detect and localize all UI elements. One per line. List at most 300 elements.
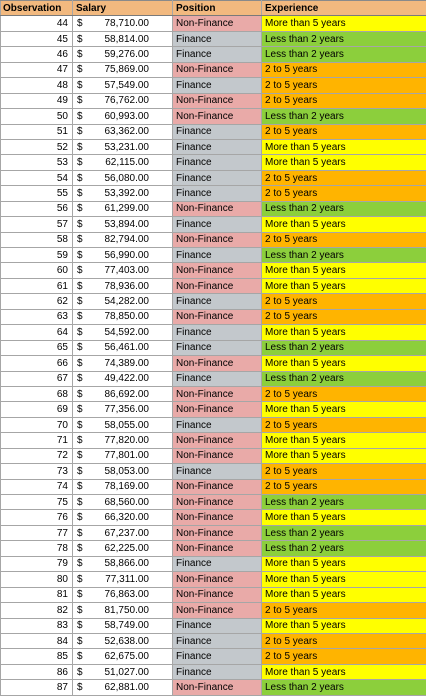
- experience-cell[interactable]: Less than 2 years: [262, 495, 426, 510]
- salary-amount: 77,820.00: [87, 434, 149, 447]
- observation-cell[interactable]: 76: [1, 510, 73, 525]
- salary-cell[interactable]: [73, 572, 173, 587]
- observation-cell[interactable]: 66: [1, 356, 73, 371]
- position-cell[interactable]: Non-Finance: [173, 587, 262, 602]
- position-cell[interactable]: Finance: [173, 217, 262, 232]
- observation-cell[interactable]: 65: [1, 340, 73, 355]
- experience-cell[interactable]: More than 5 years: [262, 155, 426, 170]
- salary-amount: 58,053.00: [87, 465, 149, 478]
- table-row: [1, 16, 426, 31]
- header-observation[interactable]: Observation: [1, 1, 73, 16]
- currency-symbol: $: [77, 403, 87, 416]
- observation-cell[interactable]: 77: [1, 525, 73, 540]
- position-cell[interactable]: Non-Finance: [173, 232, 262, 247]
- currency-symbol: $: [77, 110, 87, 123]
- observation-cell[interactable]: 60: [1, 263, 73, 278]
- salary-cell[interactable]: [73, 294, 173, 309]
- salary-cell[interactable]: [73, 417, 173, 432]
- table-row: [1, 541, 426, 556]
- observation-cell[interactable]: 79: [1, 556, 73, 571]
- currency-symbol: $: [77, 681, 87, 694]
- currency-symbol: $: [77, 449, 87, 462]
- salary-amount: 58,814.00: [87, 33, 149, 46]
- observation-cell[interactable]: 67: [1, 371, 73, 386]
- salary-cell[interactable]: [73, 386, 173, 401]
- observation-cell[interactable]: 75: [1, 495, 73, 510]
- experience-cell[interactable]: 2 to 5 years: [262, 417, 426, 432]
- experience-cell[interactable]: More than 5 years: [262, 572, 426, 587]
- observation-cell[interactable]: 64: [1, 325, 73, 340]
- salary-cell[interactable]: [73, 47, 173, 62]
- table-body: [1, 16, 426, 695]
- salary-amount: 77,403.00: [87, 264, 149, 277]
- currency-symbol: $: [77, 604, 87, 617]
- experience-cell[interactable]: 2 to 5 years: [262, 93, 426, 108]
- position-cell[interactable]: Finance: [173, 556, 262, 571]
- currency-symbol: $: [77, 264, 87, 277]
- experience-cell[interactable]: 2 to 5 years: [262, 649, 426, 664]
- salary-cell[interactable]: [73, 248, 173, 263]
- observation-cell[interactable]: 59: [1, 248, 73, 263]
- position-cell[interactable]: Finance: [173, 170, 262, 185]
- salary-amount: 76,863.00: [87, 588, 149, 601]
- table-row: [1, 556, 426, 571]
- experience-cell[interactable]: More than 5 years: [262, 325, 426, 340]
- experience-cell[interactable]: More than 5 years: [262, 402, 426, 417]
- salary-cell[interactable]: [73, 170, 173, 185]
- currency-symbol: $: [77, 33, 87, 46]
- experience-cell[interactable]: 2 to 5 years: [262, 633, 426, 648]
- experience-cell[interactable]: 2 to 5 years: [262, 124, 426, 139]
- experience-cell[interactable]: More than 5 years: [262, 16, 426, 31]
- table-row: [1, 479, 426, 494]
- table-row: [1, 139, 426, 154]
- salary-amount: 66,320.00: [87, 511, 149, 524]
- observation-cell[interactable]: 86: [1, 664, 73, 679]
- position-cell[interactable]: Non-Finance: [173, 16, 262, 31]
- currency-symbol: $: [77, 635, 87, 648]
- position-cell[interactable]: Non-Finance: [173, 495, 262, 510]
- experience-cell[interactable]: More than 5 years: [262, 139, 426, 154]
- salary-amount: 54,592.00: [87, 326, 149, 339]
- currency-symbol: $: [77, 156, 87, 169]
- position-cell[interactable]: Non-Finance: [173, 402, 262, 417]
- salary-amount: 56,461.00: [87, 341, 149, 354]
- salary-amount: 62,675.00: [87, 650, 149, 663]
- observation-cell[interactable]: 70: [1, 417, 73, 432]
- experience-cell[interactable]: Less than 2 years: [262, 201, 426, 216]
- position-cell[interactable]: Finance: [173, 47, 262, 62]
- table-row: [1, 170, 426, 185]
- position-cell[interactable]: Non-Finance: [173, 93, 262, 108]
- salary-cell[interactable]: [73, 633, 173, 648]
- table-row: [1, 402, 426, 417]
- salary-cell[interactable]: [73, 371, 173, 386]
- currency-symbol: $: [77, 557, 87, 570]
- observation-cell[interactable]: 74: [1, 479, 73, 494]
- observation-cell[interactable]: 61: [1, 278, 73, 293]
- observation-cell[interactable]: 71: [1, 433, 73, 448]
- currency-symbol: $: [77, 280, 87, 293]
- experience-cell[interactable]: More than 5 years: [262, 448, 426, 463]
- salary-amount: 78,710.00: [87, 17, 149, 30]
- header-position[interactable]: Position: [173, 1, 262, 16]
- experience-cell[interactable]: More than 5 years: [262, 356, 426, 371]
- table-row: [1, 603, 426, 618]
- position-cell[interactable]: Non-Finance: [173, 572, 262, 587]
- salary-cell[interactable]: [73, 16, 173, 31]
- observation-cell[interactable]: 87: [1, 680, 73, 695]
- salary-amount: 82,794.00: [87, 233, 149, 246]
- observation-cell[interactable]: 80: [1, 572, 73, 587]
- position-cell[interactable]: Finance: [173, 78, 262, 93]
- currency-symbol: $: [77, 372, 87, 385]
- currency-symbol: $: [77, 17, 87, 30]
- salary-amount: 74,389.00: [87, 357, 149, 370]
- table-row: [1, 649, 426, 664]
- currency-symbol: $: [77, 419, 87, 432]
- salary-amount: 58,749.00: [87, 619, 149, 632]
- position-cell[interactable]: Non-Finance: [173, 278, 262, 293]
- currency-symbol: $: [77, 588, 87, 601]
- table-row: [1, 47, 426, 62]
- table-row: [1, 356, 426, 371]
- position-cell[interactable]: Non-Finance: [173, 603, 262, 618]
- position-cell[interactable]: Finance: [173, 139, 262, 154]
- observation-cell[interactable]: 50: [1, 109, 73, 124]
- salary-amount: 76,762.00: [87, 94, 149, 107]
- experience-cell[interactable]: 2 to 5 years: [262, 232, 426, 247]
- observation-cell[interactable]: 51: [1, 124, 73, 139]
- table-row: [1, 124, 426, 139]
- table-row: [1, 309, 426, 324]
- currency-symbol: $: [77, 295, 87, 308]
- experience-cell[interactable]: Less than 2 years: [262, 109, 426, 124]
- observation-cell[interactable]: 85: [1, 649, 73, 664]
- header-row: [1, 1, 426, 16]
- observation-cell[interactable]: 46: [1, 47, 73, 62]
- position-cell[interactable]: Finance: [173, 633, 262, 648]
- position-cell[interactable]: Non-Finance: [173, 386, 262, 401]
- salary-cell[interactable]: [73, 139, 173, 154]
- table-row: [1, 201, 426, 216]
- observation-cell[interactable]: 49: [1, 93, 73, 108]
- salary-amount: 53,894.00: [87, 218, 149, 231]
- salary-amount: 58,866.00: [87, 557, 149, 570]
- salary-amount: 75,869.00: [87, 63, 149, 76]
- position-cell[interactable]: Finance: [173, 325, 262, 340]
- table-row: [1, 587, 426, 602]
- experience-cell[interactable]: 2 to 5 years: [262, 309, 426, 324]
- position-cell[interactable]: Non-Finance: [173, 448, 262, 463]
- position-cell[interactable]: Finance: [173, 31, 262, 46]
- salary-amount: 68,560.00: [87, 496, 149, 509]
- table-row: [1, 510, 426, 525]
- experience-cell[interactable]: Less than 2 years: [262, 47, 426, 62]
- currency-symbol: $: [77, 511, 87, 524]
- currency-symbol: $: [77, 619, 87, 632]
- salary-cell[interactable]: [73, 309, 173, 324]
- experience-cell[interactable]: More than 5 years: [262, 217, 426, 232]
- currency-symbol: $: [77, 388, 87, 401]
- salary-cell[interactable]: [73, 155, 173, 170]
- currency-symbol: $: [77, 48, 87, 61]
- salary-cell[interactable]: [73, 93, 173, 108]
- currency-symbol: $: [77, 233, 87, 246]
- salary-cell[interactable]: [73, 124, 173, 139]
- position-cell[interactable]: Non-Finance: [173, 309, 262, 324]
- salary-cell[interactable]: [73, 62, 173, 77]
- table-row: [1, 371, 426, 386]
- salary-amount: 60,993.00: [87, 110, 149, 123]
- experience-cell[interactable]: More than 5 years: [262, 278, 426, 293]
- observation-cell[interactable]: 57: [1, 217, 73, 232]
- salary-cell[interactable]: [73, 618, 173, 633]
- table-row: [1, 109, 426, 124]
- salary-amount: 58,055.00: [87, 419, 149, 432]
- salary-cell[interactable]: [73, 649, 173, 664]
- position-cell[interactable]: Finance: [173, 618, 262, 633]
- salary-cell[interactable]: [73, 263, 173, 278]
- header-salary[interactable]: Salary: [73, 1, 173, 16]
- salary-amount: 78,169.00: [87, 480, 149, 493]
- experience-cell[interactable]: More than 5 years: [262, 618, 426, 633]
- experience-cell[interactable]: More than 5 years: [262, 556, 426, 571]
- position-cell[interactable]: Finance: [173, 294, 262, 309]
- table-row: [1, 232, 426, 247]
- salary-cell[interactable]: [73, 31, 173, 46]
- salary-cell[interactable]: [73, 278, 173, 293]
- salary-cell[interactable]: [73, 556, 173, 571]
- position-cell[interactable]: Finance: [173, 155, 262, 170]
- observation-cell[interactable]: 69: [1, 402, 73, 417]
- position-cell[interactable]: Non-Finance: [173, 510, 262, 525]
- experience-cell[interactable]: Less than 2 years: [262, 525, 426, 540]
- observation-cell[interactable]: 78: [1, 541, 73, 556]
- position-cell[interactable]: Finance: [173, 664, 262, 679]
- salary-amount: 77,801.00: [87, 449, 149, 462]
- salary-amount: 63,362.00: [87, 125, 149, 138]
- salary-amount: 77,356.00: [87, 403, 149, 416]
- table-row: [1, 525, 426, 540]
- position-cell[interactable]: Non-Finance: [173, 680, 262, 695]
- observation-cell[interactable]: 68: [1, 386, 73, 401]
- experience-cell[interactable]: 2 to 5 years: [262, 186, 426, 201]
- salary-cell[interactable]: [73, 541, 173, 556]
- salary-cell[interactable]: [73, 109, 173, 124]
- observation-cell[interactable]: 53: [1, 155, 73, 170]
- salary-amount: 53,231.00: [87, 141, 149, 154]
- salary-cell[interactable]: [73, 201, 173, 216]
- table-row: [1, 217, 426, 232]
- observation-cell[interactable]: 44: [1, 16, 73, 31]
- observation-cell[interactable]: 58: [1, 232, 73, 247]
- position-cell[interactable]: Finance: [173, 186, 262, 201]
- observation-cell[interactable]: 72: [1, 448, 73, 463]
- position-cell[interactable]: Finance: [173, 371, 262, 386]
- position-cell[interactable]: Finance: [173, 649, 262, 664]
- experience-cell[interactable]: 2 to 5 years: [262, 78, 426, 93]
- position-cell[interactable]: Non-Finance: [173, 525, 262, 540]
- salary-cell[interactable]: [73, 510, 173, 525]
- salary-cell[interactable]: [73, 680, 173, 695]
- observation-cell[interactable]: 63: [1, 309, 73, 324]
- table-row: [1, 572, 426, 587]
- currency-symbol: $: [77, 202, 87, 215]
- table-row: [1, 294, 426, 309]
- table-row: [1, 433, 426, 448]
- salary-cell[interactable]: [73, 232, 173, 247]
- experience-cell[interactable]: 2 to 5 years: [262, 294, 426, 309]
- currency-symbol: $: [77, 310, 87, 323]
- table-row: [1, 248, 426, 263]
- table-row: [1, 417, 426, 432]
- observation-cell[interactable]: 48: [1, 78, 73, 93]
- experience-cell[interactable]: 2 to 5 years: [262, 479, 426, 494]
- position-cell[interactable]: Finance: [173, 464, 262, 479]
- currency-symbol: $: [77, 465, 87, 478]
- currency-symbol: $: [77, 573, 87, 586]
- observation-cell[interactable]: 82: [1, 603, 73, 618]
- currency-symbol: $: [77, 172, 87, 185]
- observation-cell[interactable]: 62: [1, 294, 73, 309]
- salary-amount: 51,027.00: [87, 666, 149, 679]
- table-row: [1, 680, 426, 695]
- salary-cell[interactable]: [73, 479, 173, 494]
- salary-cell[interactable]: [73, 525, 173, 540]
- observation-cell[interactable]: 54: [1, 170, 73, 185]
- observation-cell[interactable]: 56: [1, 201, 73, 216]
- table-row: [1, 340, 426, 355]
- experience-cell[interactable]: Less than 2 years: [262, 340, 426, 355]
- currency-symbol: $: [77, 218, 87, 231]
- position-cell[interactable]: Finance: [173, 340, 262, 355]
- position-cell[interactable]: Non-Finance: [173, 62, 262, 77]
- experience-cell[interactable]: More than 5 years: [262, 587, 426, 602]
- observation-cell[interactable]: 73: [1, 464, 73, 479]
- salary-cell[interactable]: [73, 587, 173, 602]
- salary-cell[interactable]: [73, 186, 173, 201]
- experience-cell[interactable]: More than 5 years: [262, 263, 426, 278]
- salary-cell[interactable]: [73, 448, 173, 463]
- observation-cell[interactable]: 47: [1, 62, 73, 77]
- position-cell[interactable]: Non-Finance: [173, 356, 262, 371]
- currency-symbol: $: [77, 249, 87, 262]
- experience-cell[interactable]: 2 to 5 years: [262, 464, 426, 479]
- table-row: [1, 448, 426, 463]
- salary-cell[interactable]: [73, 464, 173, 479]
- salary-amount: 81,750.00: [87, 604, 149, 617]
- currency-symbol: $: [77, 480, 87, 493]
- position-cell[interactable]: Finance: [173, 124, 262, 139]
- currency-symbol: $: [77, 341, 87, 354]
- observation-cell[interactable]: 45: [1, 31, 73, 46]
- salary-cell[interactable]: [73, 433, 173, 448]
- currency-symbol: $: [77, 326, 87, 339]
- salary-amount: 67,237.00: [87, 527, 149, 540]
- currency-symbol: $: [77, 187, 87, 200]
- currency-symbol: $: [77, 79, 87, 92]
- observation-cell[interactable]: 52: [1, 139, 73, 154]
- salary-amount: 77,311.00: [87, 573, 149, 586]
- currency-symbol: $: [77, 141, 87, 154]
- salary-cell[interactable]: [73, 664, 173, 679]
- salary-amount: 56,080.00: [87, 172, 149, 185]
- currency-symbol: $: [77, 650, 87, 663]
- position-cell[interactable]: Non-Finance: [173, 541, 262, 556]
- position-cell[interactable]: Non-Finance: [173, 433, 262, 448]
- table-row: [1, 464, 426, 479]
- salary-cell[interactable]: [73, 340, 173, 355]
- salary-amount: 78,850.00: [87, 310, 149, 323]
- observation-cell[interactable]: 83: [1, 618, 73, 633]
- salary-amount: 52,638.00: [87, 635, 149, 648]
- table-row: [1, 155, 426, 170]
- salary-amount: 59,276.00: [87, 48, 149, 61]
- table-row: [1, 31, 426, 46]
- currency-symbol: $: [77, 94, 87, 107]
- experience-cell[interactable]: Less than 2 years: [262, 31, 426, 46]
- salary-amount: 62,115.00: [87, 156, 149, 169]
- table-row: [1, 618, 426, 633]
- salary-cell[interactable]: [73, 217, 173, 232]
- currency-symbol: $: [77, 542, 87, 555]
- table-row: [1, 633, 426, 648]
- salary-amount: 61,299.00: [87, 202, 149, 215]
- experience-cell[interactable]: Less than 2 years: [262, 680, 426, 695]
- table-row: [1, 495, 426, 510]
- experience-cell[interactable]: More than 5 years: [262, 664, 426, 679]
- experience-cell[interactable]: 2 to 5 years: [262, 62, 426, 77]
- salary-amount: 56,990.00: [87, 249, 149, 262]
- position-cell[interactable]: Finance: [173, 417, 262, 432]
- currency-symbol: $: [77, 434, 87, 447]
- experience-cell[interactable]: More than 5 years: [262, 433, 426, 448]
- observation-cell[interactable]: 81: [1, 587, 73, 602]
- salary-cell[interactable]: [73, 356, 173, 371]
- observation-cell[interactable]: 84: [1, 633, 73, 648]
- experience-cell[interactable]: 2 to 5 years: [262, 603, 426, 618]
- salary-cell[interactable]: [73, 495, 173, 510]
- position-cell[interactable]: Non-Finance: [173, 479, 262, 494]
- currency-symbol: $: [77, 357, 87, 370]
- experience-cell[interactable]: Less than 2 years: [262, 371, 426, 386]
- salary-cell[interactable]: [73, 603, 173, 618]
- salary-amount: 54,282.00: [87, 295, 149, 308]
- salary-amount: 53,392.00: [87, 187, 149, 200]
- experience-cell[interactable]: 2 to 5 years: [262, 170, 426, 185]
- table-row: [1, 93, 426, 108]
- table-row: [1, 325, 426, 340]
- salary-cell[interactable]: [73, 78, 173, 93]
- table-row: [1, 664, 426, 679]
- position-cell[interactable]: Finance: [173, 248, 262, 263]
- salary-cell[interactable]: [73, 325, 173, 340]
- experience-cell[interactable]: Less than 2 years: [262, 248, 426, 263]
- salary-amount: 49,422.00: [87, 372, 149, 385]
- experience-cell[interactable]: Less than 2 years: [262, 541, 426, 556]
- position-cell[interactable]: Non-Finance: [173, 263, 262, 278]
- observation-cell[interactable]: 55: [1, 186, 73, 201]
- header-experience[interactable]: Experience: [262, 1, 426, 16]
- experience-cell[interactable]: More than 5 years: [262, 510, 426, 525]
- position-cell[interactable]: Non-Finance: [173, 109, 262, 124]
- position-cell[interactable]: Non-Finance: [173, 201, 262, 216]
- salary-cell[interactable]: [73, 402, 173, 417]
- experience-cell[interactable]: 2 to 5 years: [262, 386, 426, 401]
- currency-symbol: $: [77, 666, 87, 679]
- table-row: [1, 78, 426, 93]
